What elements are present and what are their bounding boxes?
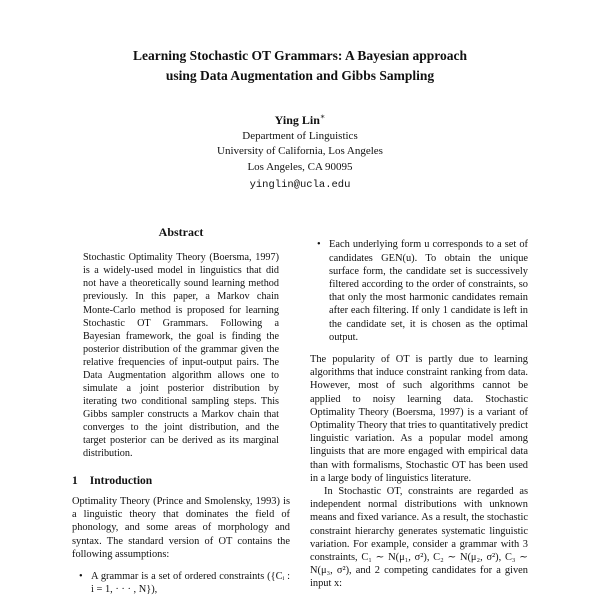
section-title: Introduction bbox=[89, 475, 153, 488]
two-column-body bbox=[72, 225, 528, 596]
section-number: 1 bbox=[72, 475, 78, 488]
paragraph-popularity: The popularity of OT is partly due to learning algorithms that induce constraint ranking from data. However, most of such algorithms cannot be applied to noisy learning data. Stochastic Optimality Theory (Boersma, 1997) is a variant of Optimality Theory that tries to quantitatively predict linguistic variation. As a popular model among linguists that are more engaged with empirical data than with formalisms, Stochastic OT has been used in a large body of linguistics literature. bbox=[310, 353, 528, 484]
paper-title bbox=[72, 46, 528, 87]
affiliation-line-2: University of California, Los Angeles bbox=[217, 145, 383, 158]
bullet-icon: • bbox=[79, 571, 83, 583]
author-footnote-mark: ∗ bbox=[319, 111, 326, 121]
title-line-2: using Data Augmentation and Gibbs Sampling bbox=[165, 68, 435, 84]
bullet-text-underlying-form: Each underlying form u corresponds to a set of candidates GEN(u). To obtain the unique surface form, the candidate set is successively filtered according to the order of constraints, so that only the most harmonic candidates remain after each filtering. If only 1 candidate is left in the candidate set, it is chosen as the optimal output. bbox=[329, 239, 528, 343]
affiliation-line-1: Department of Linguistics bbox=[242, 129, 358, 142]
author-block bbox=[72, 111, 528, 192]
right-column bbox=[310, 225, 528, 596]
author-name bbox=[72, 111, 528, 129]
bullet-text-grammar: A grammar is a set of ordered constraints ({Cᵢ : i = 1, · · · , N}), bbox=[91, 571, 290, 596]
title-line-1: Learning Stochastic OT Grammars: A Bayesian approach bbox=[132, 48, 468, 63]
affiliation-line-3: Los Angeles, CA 90095 bbox=[247, 161, 353, 174]
bullet-icon: • bbox=[317, 239, 321, 251]
left-column bbox=[72, 225, 290, 596]
abstract-text: Stochastic Optimality Theory (Boersma, 1997) is a widely-used model in linguistics that did not have a theoretically sound learning method previously. In this paper, a Markov chain Monte-Carlo method is proposed for learning Stochastic OT Grammars. Following a Bayesian framework, the goal is finding the posterior distribution of the grammar given the relative frequencies of input-output pairs. The Data Augmentation algorithm allows one to simulate a joint posterior distribution by iterating two conditional sampling steps. This Gibbs sampler constructs a Markov chain that converges to the joint distribution, and the target posterior can be derived as its marginal distribution. bbox=[83, 252, 279, 460]
section-heading-introduction bbox=[72, 475, 290, 487]
introduction-paragraph: Optimality Theory (Prince and Smolensky, 1993) is a linguistic theory that dominates the field of phonology, and some areas of morphology and syntax. The standard version of OT contains the following assumptions: bbox=[72, 496, 290, 560]
author-name-text: Ying Lin bbox=[274, 112, 320, 127]
bullet-item-underlying-form bbox=[310, 238, 528, 344]
abstract-heading: Abstract bbox=[158, 225, 204, 240]
author-email: yinglin@ucla.edu bbox=[249, 179, 351, 192]
paragraph-stochastic-ot: In Stochastic OT, constraints are regarded as independent normal distributions with unknown means and fixed variance. As a result, the stochastic constraint hierarchy generates systematic linguistic variation. For example, consider a grammar with 3 constraints, C₁ ∼ N(μ₁, σ²), C₂ ∼ N(μ₂, σ²), C₃ ∼ N(μ₃, σ²), and 2 competing candidates for a given input x: bbox=[310, 485, 528, 590]
bullet-item-grammar bbox=[72, 570, 290, 596]
